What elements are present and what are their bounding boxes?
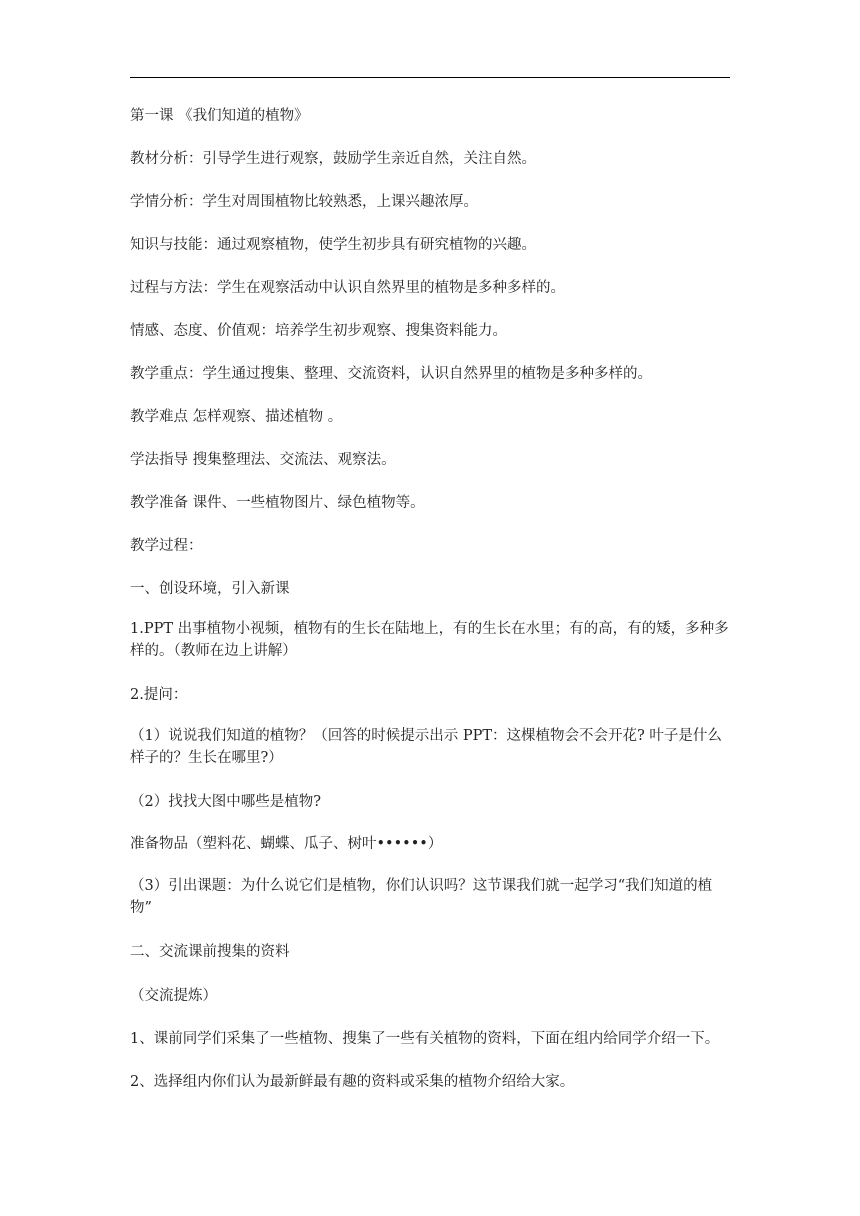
lesson-title: 第一课 《我们知道的植物》 [130,108,309,124]
question-2-paragraph: （2）找找大图中哪些是植物? [130,794,321,810]
teaching-difficulty: 教学难点 怎样观察、描述植物 。 [130,409,343,425]
question-1-paragraph: （1）说说我们知道的植物？（回答的时候提示出示 PPT：这棵植物会不会开花? 叶子是什么样子的？生长在哪里?） [130,728,722,766]
textbook-analysis: 教材分析：引导学生进行观察，鼓励学生亲近自然，关注自然。 [130,151,536,167]
question-3-paragraph: （3）引出课题：为什么说它们是植物，你们认识吗？这节课我们就一起学习“我们知道的植物” [130,878,713,916]
section-two-heading: 二、交流课前搜集的资料 [130,944,290,960]
student-analysis: 学情分析：学生对周围植物比较熟悉，上课兴趣浓厚。 [130,194,478,210]
teaching-process-heading: 教学过程： [130,538,203,554]
step-1-paragraph: 1.PPT 出事植物小视频，植物有的生长在陆地上，有的生长在水里；有的高，有的矮，多种多样的。（教师在边上讲解） [130,621,729,659]
emotion-values: 情感、态度、价值观：培养学生初步观察、搜集资料能力。 [130,323,507,339]
process-methods: 过程与方法：学生在观察活动中认识自然界里的植物是多种多样的。 [130,280,565,296]
materials-paragraph: 准备物品（塑料花、蝴蝶、瓜子、树叶••••••） [130,836,443,852]
knowledge-skills: 知识与技能：通过观察植物，使学生初步具有研究植物的兴趣。 [130,237,536,253]
header-rule [130,77,730,78]
teaching-preparation: 教学准备 课件、一些植物图片、绿色植物等。 [130,495,425,511]
exchange-refine: （交流提炼） [130,988,217,1004]
study-guidance: 学法指导 搜集整理法、交流法、观察法。 [130,452,396,468]
exchange-item-1: 1、课前同学们采集了一些植物、搜集了一些有关植物的资料，下面在组内给同学介绍一下。 [130,1031,720,1047]
step-2-paragraph: 2.提问： [130,687,188,703]
teaching-focus: 教学重点：学生通过搜集、整理、交流资料，认识自然界里的植物是多种多样的。 [130,366,652,382]
section-one-heading: 一、创设环境，引入新课 [130,581,290,597]
exchange-item-2: 2、选择组内你们认为最新鲜最有趣的资料或采集的植物介绍给大家。 [130,1074,575,1090]
